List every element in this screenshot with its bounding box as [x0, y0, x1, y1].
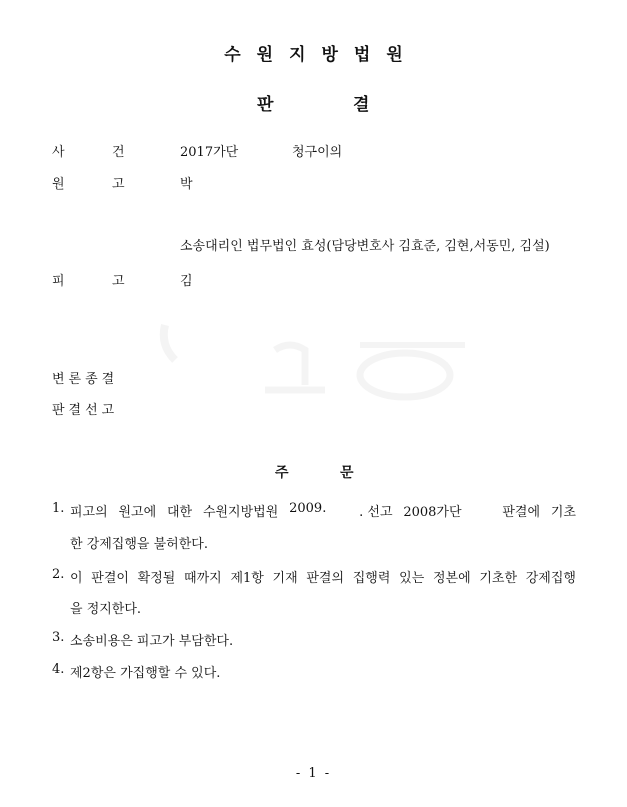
word: 2009.: [289, 501, 327, 516]
word: 있는: [399, 571, 425, 586]
case-label-1: 사: [52, 145, 65, 160]
title-char-right: 결: [353, 95, 370, 115]
word: 2008가단: [403, 505, 462, 520]
judgment-date-label: 판결선고: [52, 403, 119, 418]
order-item-2-line1: [70, 567, 576, 586]
page-number: - 1 -: [295, 766, 332, 781]
word: 판결의: [306, 571, 345, 586]
word: 수원지방법원: [202, 505, 279, 520]
order-heading-left: 주: [275, 465, 289, 481]
word: . 선고: [359, 505, 393, 520]
word: 판결에: [502, 505, 541, 520]
word: 기재: [272, 571, 298, 586]
word: 제1항: [230, 571, 264, 586]
word: 확정될: [137, 571, 176, 586]
case-number: 2017가단: [180, 145, 239, 160]
order-item-number: 4.: [52, 662, 65, 677]
court-name: 수원지방법원: [224, 45, 419, 65]
defendant-label-2: 고: [112, 274, 125, 289]
word: 집행력: [352, 571, 391, 586]
word: 피고의: [70, 505, 108, 520]
word: 때까지: [184, 571, 222, 586]
defendant-label-1: 피: [52, 274, 65, 289]
order-item-4-line1: 제2항은 가집행할 수 있다.: [70, 666, 221, 681]
word: 판결이: [91, 571, 129, 586]
order-item-number: 2.: [52, 567, 65, 582]
word: 원고에: [118, 505, 157, 520]
word: 기초한: [479, 571, 518, 586]
argument-closed-label: 변론종결: [52, 372, 119, 387]
order-item-number: 1.: [52, 501, 65, 516]
order-heading-right: 문: [340, 465, 354, 481]
order-item-1-line2: 한 강제집행을 불허한다.: [70, 537, 208, 552]
order-item-1-line1: [70, 501, 576, 520]
word: 강제집행: [525, 571, 576, 586]
plaintiff-label-2: 고: [112, 177, 125, 192]
word: 기초: [550, 505, 576, 520]
plaintiff-label-1: 원: [52, 177, 65, 192]
order-item-number: 3.: [52, 630, 65, 645]
case-label-2: 건: [112, 145, 125, 160]
counsel-line: 소송대리인 법무법인 효성(담당변호사 김효준, 김현,서동민, 김설): [180, 239, 550, 254]
order-item-2-line2: 을 정지한다.: [70, 602, 142, 617]
case-name: 청구이의: [292, 145, 343, 160]
word: 대한: [167, 505, 193, 520]
word: 이: [70, 571, 83, 586]
court-watermark-icon: [155, 305, 485, 405]
plaintiff-name: 박: [180, 177, 193, 192]
defendant-name: 김: [180, 274, 193, 289]
order-item-3-line1: 소송비용은 피고가 부담한다.: [70, 634, 234, 649]
word: 정본에: [432, 571, 471, 586]
title-char-left: 판: [257, 95, 274, 115]
